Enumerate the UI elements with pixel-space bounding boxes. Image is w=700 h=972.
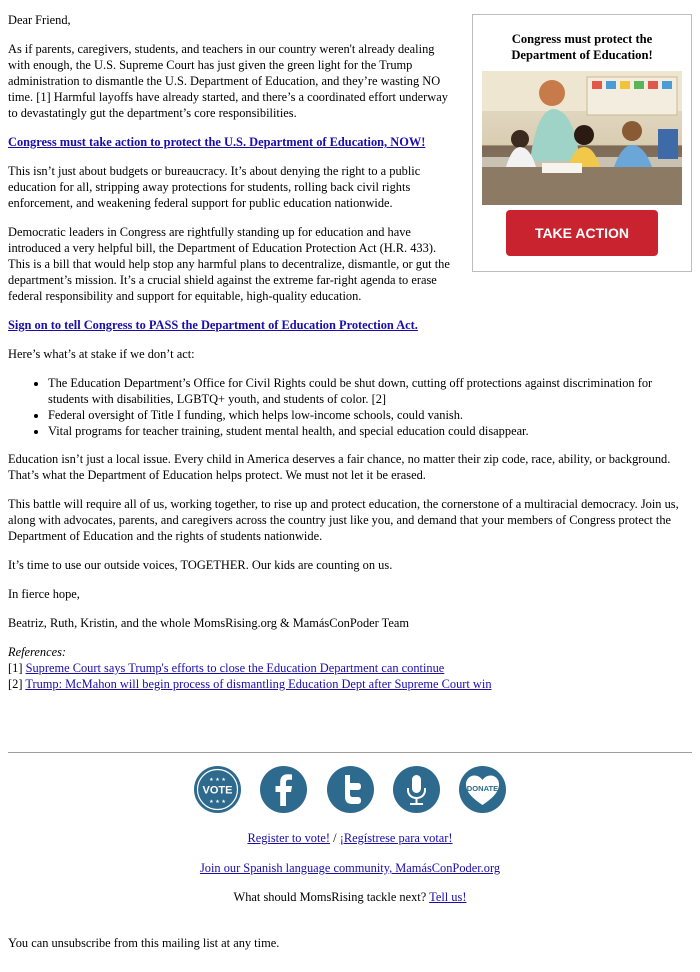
classroom-photo[interactable] bbox=[482, 71, 682, 205]
reference-link-2[interactable]: Trump: McMahon will begin process of dismantling Education Dept after Supreme Court win bbox=[25, 677, 492, 691]
list-item: • Vital programs for teacher training, student mental health, and special education could disappear. bbox=[48, 423, 692, 439]
take-action-button[interactable]: TAKE ACTION bbox=[506, 210, 658, 256]
facebook-icon[interactable] bbox=[260, 766, 307, 813]
reference-item bbox=[8, 676, 692, 692]
reference-number: [1] bbox=[8, 661, 23, 675]
svg-text:★ ★ ★: ★ ★ ★ bbox=[209, 777, 227, 783]
microphone-icon[interactable] bbox=[393, 766, 440, 813]
paragraph-local-issue: Education isn’t just a local issue. Every child in America deserves a fair chance, no matter their zip code, race, ability, or background. That’s what the Department of Education helps protect. We must not let it be erased. bbox=[8, 452, 671, 482]
references-heading: References: bbox=[8, 645, 67, 659]
paragraph-join-us: This battle will require all of us, working together, to rise up and protect education, the cornerstone of a multiracial democracy. Join us, along with advocates, parents, and caregivers across the country just like you, and demand that your members of Congress protect the Department of Education and the rights of students nationwide. bbox=[8, 497, 679, 543]
references bbox=[8, 644, 692, 692]
svg-text:★ ★ ★: ★ ★ ★ bbox=[209, 799, 227, 805]
spanish-community-link[interactable]: Join our Spanish language community, MamásConPoder.org bbox=[199, 861, 501, 875]
stakes-intro: Here’s what’s at stake if we don’t act: bbox=[8, 347, 195, 361]
paragraph-bill: Democratic leaders in Congress are rightfully standing up for education and have introduced a very helpful bill, the Department of Education Protection Act (H.R. 433). This is a bill that would help stop any harmful plans to decentralize, dismantle, or gut the department’s mission. It’s a crucial shield against the extreme far-right agenda to erase federal responsibility and support for equitable, high-quality education. bbox=[8, 225, 450, 303]
paragraph-outside-voices: It’s time to use our outside voices, TOGETHER. Our kids are counting on us. bbox=[8, 558, 393, 572]
email-body bbox=[8, 12, 692, 692]
donate-icon-label: DONATE bbox=[466, 784, 498, 793]
list-item: • Federal oversight of Title I funding, which helps low-income schools, could vanish. bbox=[48, 407, 692, 423]
action-sidebar bbox=[472, 14, 692, 272]
tackle-line bbox=[0, 889, 700, 905]
tackle-text: What should MomsRising tackle next? bbox=[233, 890, 427, 904]
list-item: • The Education Department’s Office for Civil Rights could be shut down, cutting off protections against discrimination for students with disabilities, LGBTQ+ youth, and students of color. [2] bbox=[48, 375, 692, 407]
register-line bbox=[0, 830, 700, 846]
reference-number: [2] bbox=[8, 677, 23, 691]
tell-us-link[interactable]: Tell us! bbox=[429, 890, 467, 904]
paragraph-intro: As if parents, caregivers, students, and teachers in our country weren't already dealing with enough, the U.S. Supreme Court has just given the green light for the Trump administration to dismantle the U.S. Department of Education, and they’re wasting NO time. [1] Harmful layoffs have already started, and there’s a coordinated effort underway to devastatingly gut the department’s core responsibilities. bbox=[8, 42, 448, 120]
link-separator: / bbox=[330, 831, 340, 845]
sidebar-title: Congress must protect the Department of Education! bbox=[511, 32, 653, 62]
reference-item bbox=[8, 660, 692, 676]
unsubscribe-notice: You can unsubscribe from this mailing list at any time. bbox=[8, 936, 280, 950]
stakes-list bbox=[8, 375, 692, 439]
vote-icon-label: VOTE bbox=[202, 784, 233, 797]
social-icons bbox=[0, 766, 700, 813]
greeting: Dear Friend, bbox=[8, 13, 71, 27]
protect-department-link[interactable]: Congress must take action to protect the U.S. Department of Education, NOW! bbox=[8, 135, 426, 149]
spanish-community-line bbox=[0, 860, 700, 876]
register-vote-link[interactable]: Register to vote! bbox=[247, 831, 331, 845]
footer-divider bbox=[8, 752, 692, 753]
signature: Beatriz, Ruth, Kristin, and the whole MomsRising.org & MamásConPoder Team bbox=[8, 616, 409, 630]
paragraph-stakes: This isn’t just about budgets or bureaucracy. It’s about denying the right to a public education for all, stripping away protections for students, rolling back civil rights enforcement, and weakening federal support for public education nationwide. bbox=[8, 164, 421, 210]
reference-link-1[interactable]: Supreme Court says Trump's efforts to close the Education Department can continue bbox=[25, 661, 445, 675]
closing: In fierce hope, bbox=[8, 587, 80, 601]
sign-petition-link[interactable]: Sign on to tell Congress to PASS the Department of Education Protection Act. bbox=[8, 318, 418, 332]
twitter-icon[interactable] bbox=[327, 766, 374, 813]
donate-heart-icon[interactable] bbox=[459, 766, 506, 813]
register-vote-spanish-link[interactable]: ¡Regístrese para votar! bbox=[339, 831, 453, 845]
vote-icon[interactable] bbox=[194, 766, 241, 813]
classroom-illustration bbox=[482, 71, 682, 205]
